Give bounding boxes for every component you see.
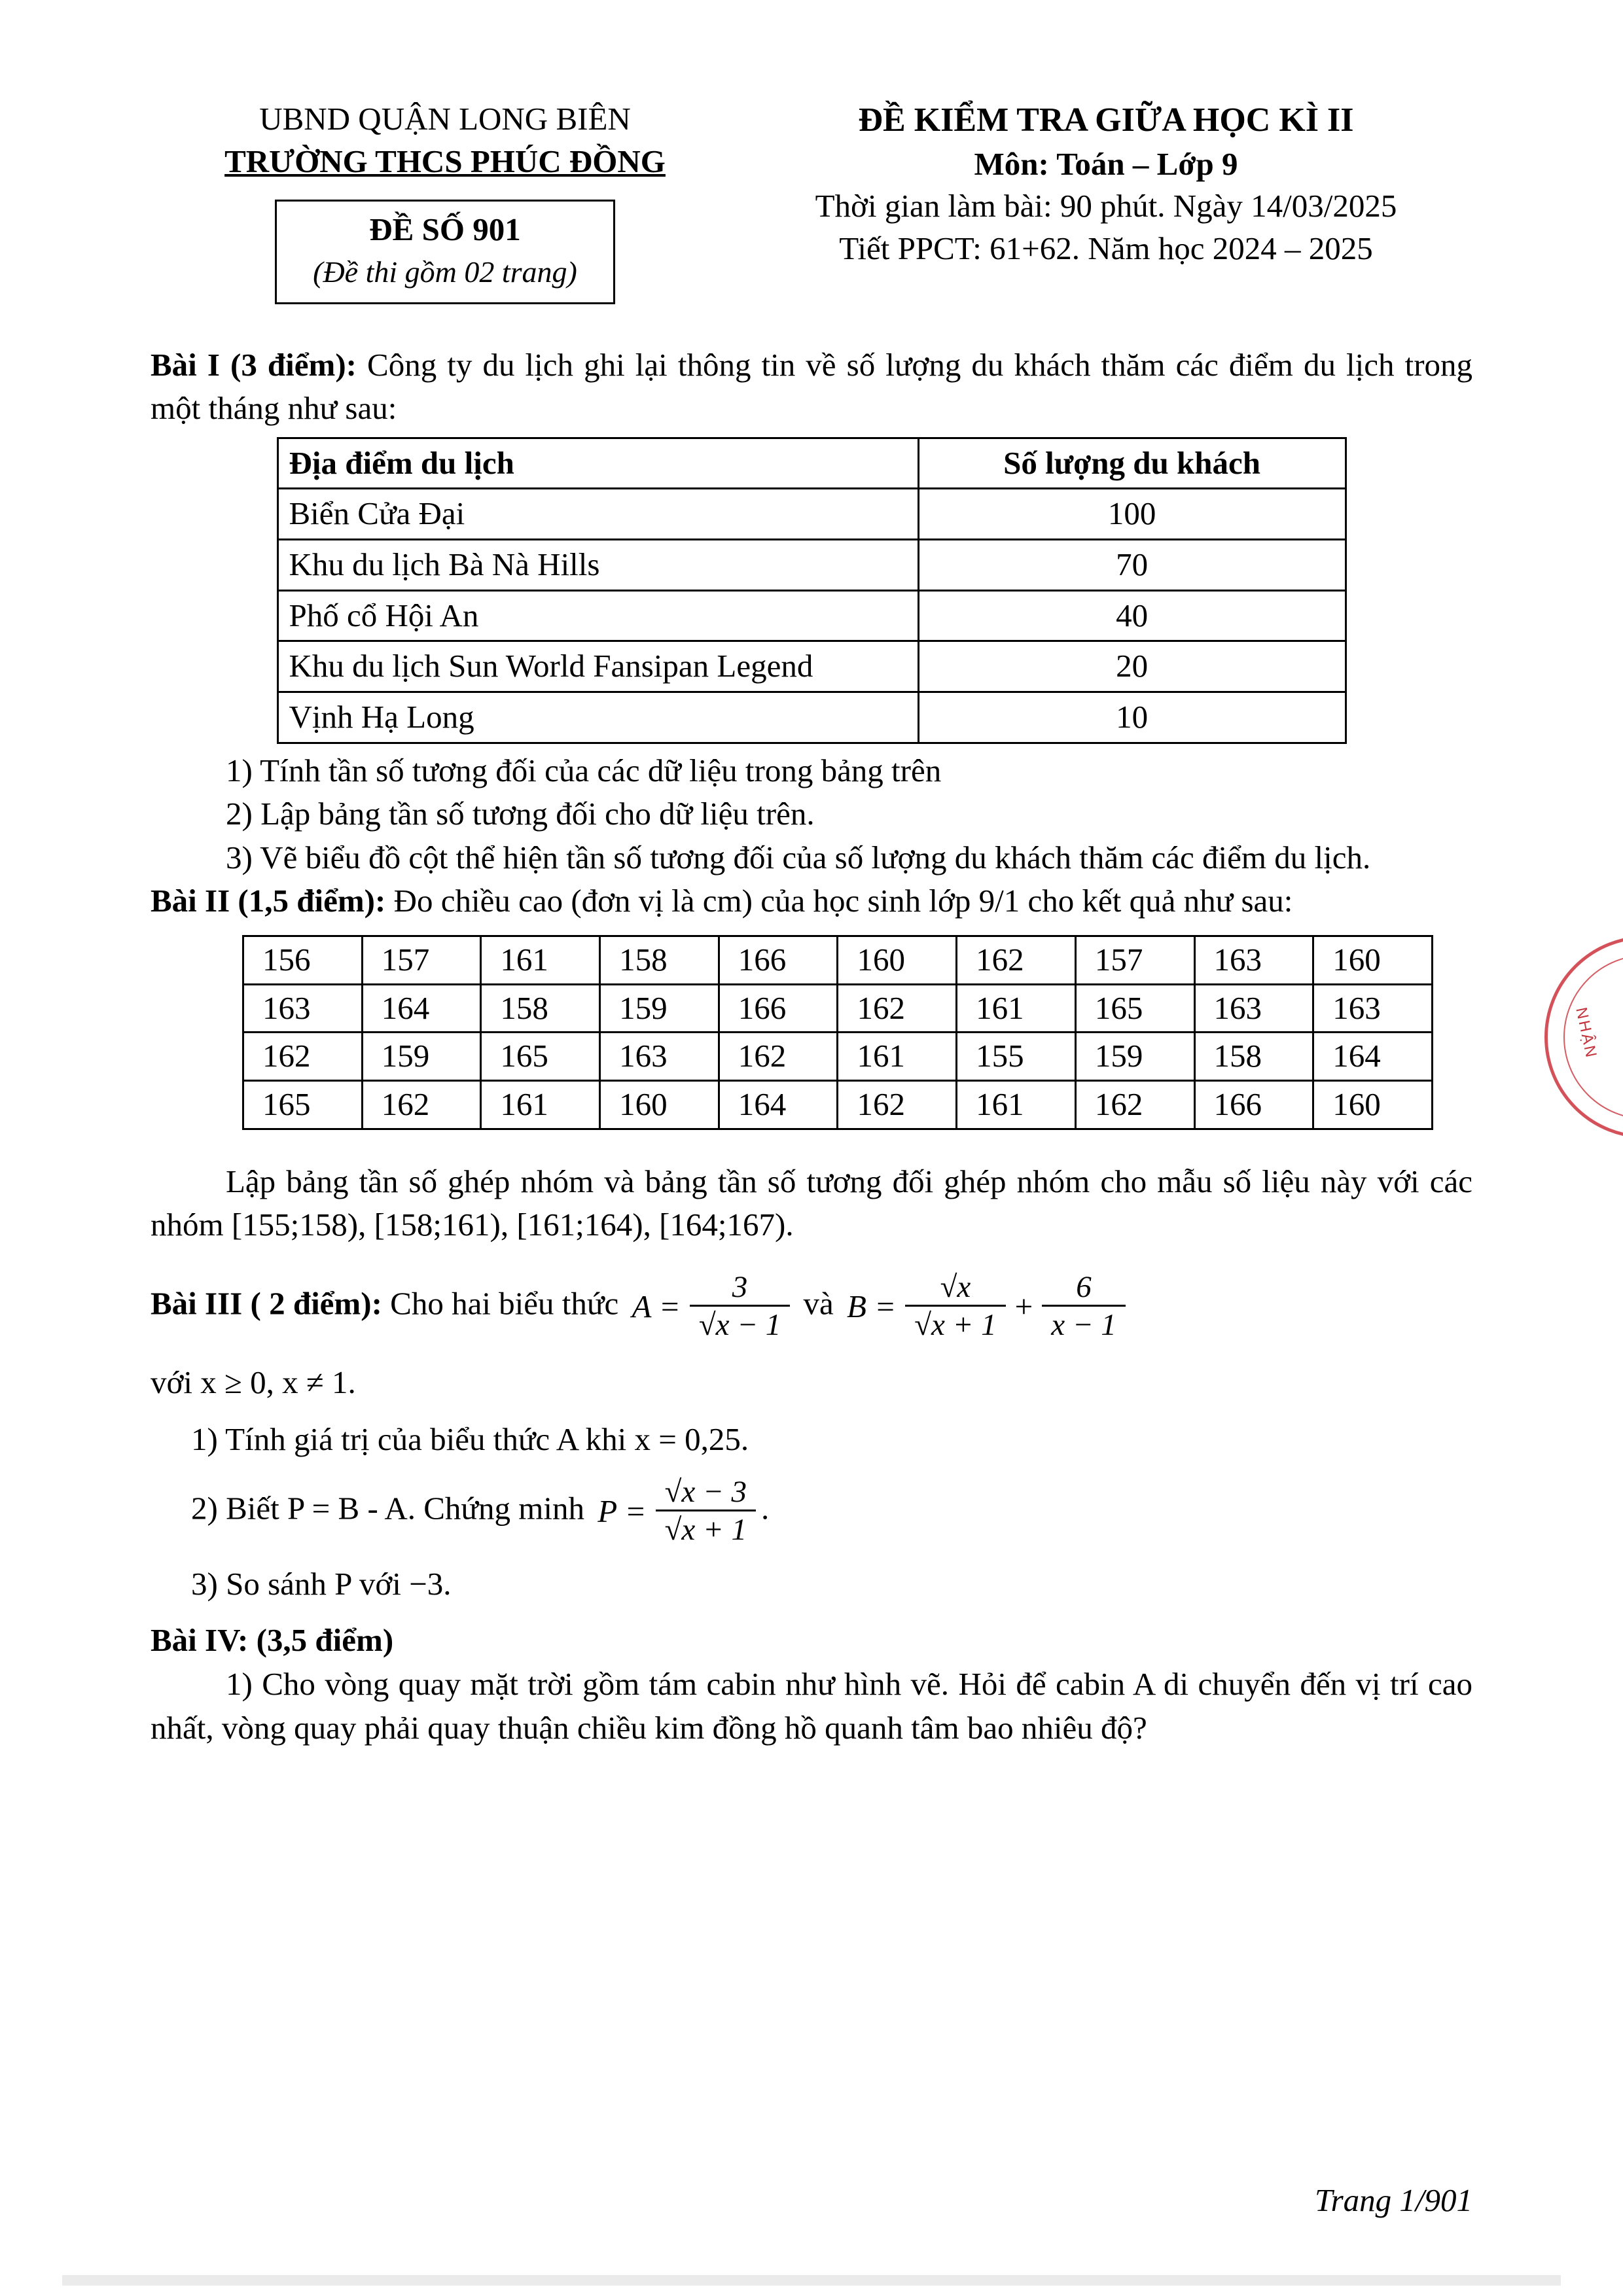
fraction-denominator: √x + 1 <box>905 1305 1005 1344</box>
table-row <box>277 489 1346 540</box>
school-name: TRƯỜNG THCS PHÚC ĐỒNG <box>224 143 666 179</box>
table-cell: Vịnh Hạ Long <box>277 692 918 743</box>
table-cell: 159 <box>1075 1033 1194 1081</box>
bai1-item-3: 3) Vẽ biểu đồ cột thể hiện tần số tương đối của số lượng du khách thăm các điểm du lịch. <box>226 839 1371 875</box>
col-header-location: Địa điểm du lịch <box>277 438 918 489</box>
page-number: Trang 1/901 <box>1315 2182 1472 2219</box>
table-cell: 161 <box>838 1033 957 1081</box>
table-row <box>243 936 1433 985</box>
header <box>151 98 1472 304</box>
bai1-intro-text: Công ty du lịch ghi lại thông tin về số lượng du khách thăm các điểm du lịch trong một tháng như sau: <box>151 346 1473 427</box>
table-cell: 166 <box>1194 1080 1313 1129</box>
table-cell: 165 <box>243 1080 363 1129</box>
bai2-label: Bài II (1,5 điểm): <box>151 883 386 919</box>
table-cell: 161 <box>481 1080 600 1129</box>
table-cell: 163 <box>1313 984 1433 1033</box>
fraction-denominator: √x − 1 <box>690 1305 790 1344</box>
table-cell: 20 <box>918 641 1346 692</box>
formula-P-lhs: P = <box>597 1493 647 1530</box>
and-text: và <box>803 1285 834 1322</box>
table-row <box>243 1080 1433 1129</box>
plus-sign: + <box>1014 1288 1033 1324</box>
table-cell: 160 <box>838 936 957 985</box>
sentence-period: . <box>760 1490 770 1527</box>
table-cell: 100 <box>918 489 1346 540</box>
bai4-heading <box>151 1619 1472 1663</box>
table-cell: 162 <box>838 1080 957 1129</box>
exam-subject: Môn: Toán – Lớp 9 <box>974 145 1238 182</box>
bai3-intro-text: Cho hai biểu thức <box>390 1285 619 1322</box>
table-cell: 10 <box>918 692 1346 743</box>
bai1-table-body <box>277 489 1346 743</box>
table-cell: 158 <box>481 984 600 1033</box>
table-cell: 159 <box>600 984 719 1033</box>
table-cell: 164 <box>719 1080 838 1129</box>
bai3-item-2-text: 2) Biết P = B - A. Chứng minh <box>191 1490 584 1527</box>
table-cell: 163 <box>600 1033 719 1081</box>
table-cell: Khu du lịch Bà Nà Hills <box>277 540 918 591</box>
table-row <box>243 1033 1433 1081</box>
bai2-intro-text: Đo chiều cao (đơn vị là cm) của học sinh lớp 9/1 cho kết quả như sau: <box>393 883 1293 919</box>
formula-B-lhs: B = <box>846 1288 897 1324</box>
org-name: UBND QUẬN LONG BIÊN <box>259 101 631 137</box>
bai1-intro <box>151 344 1472 431</box>
table-cell: Khu du lịch Sun World Fansipan Legend <box>277 641 918 692</box>
exam-duration: Thời gian làm bài: 90 phút. Ngày 14/03/2025 <box>815 188 1397 224</box>
table-cell: 160 <box>600 1080 719 1129</box>
fraction <box>690 1269 790 1344</box>
table-cell: 164 <box>1313 1033 1433 1081</box>
table-cell: 161 <box>481 936 600 985</box>
table-row <box>277 692 1346 743</box>
table-cell: 162 <box>362 1080 481 1129</box>
table-cell: 156 <box>243 936 363 985</box>
table-cell: 40 <box>918 590 1346 641</box>
table-cell: 157 <box>1075 936 1194 985</box>
table-cell: 162 <box>838 984 957 1033</box>
bai2-table <box>242 935 1433 1130</box>
bai4-label: Bài IV: (3,5 điểm) <box>151 1622 394 1659</box>
exam-number: ĐỀ SỐ 901 <box>369 211 521 248</box>
table-row <box>243 984 1433 1033</box>
bai2-task: Lập bảng tần số ghép nhóm và bảng tần số tương đối ghép nhóm cho mẫu số liệu này với các nhóm [155;158), [158;161), [161;164), [164;167). <box>151 1163 1472 1243</box>
bai1-label: Bài I (3 điểm): <box>151 346 357 383</box>
fraction-numerator: √x <box>940 1269 971 1304</box>
table-row <box>277 540 1346 591</box>
table-cell: 162 <box>1075 1080 1194 1129</box>
formula-P <box>597 1474 756 1549</box>
table-cell: 163 <box>1194 984 1313 1033</box>
table-cell: 165 <box>1075 984 1194 1033</box>
header-right <box>740 98 1472 304</box>
table-header-row <box>277 438 1346 489</box>
fraction-denominator: √x + 1 <box>656 1510 756 1549</box>
bai3-intro <box>151 1269 1472 1344</box>
table-cell: 163 <box>243 984 363 1033</box>
table-cell: 161 <box>957 984 1076 1033</box>
fraction-numerator: √x − 3 <box>664 1475 747 1510</box>
table-cell: 164 <box>362 984 481 1033</box>
formula-A-lhs: A = <box>632 1288 681 1324</box>
table-cell: 158 <box>600 936 719 985</box>
table-cell: 70 <box>918 540 1346 591</box>
stamp-text: NHẬN <box>1572 1006 1601 1061</box>
scan-artifact <box>62 2275 1561 2286</box>
bai3-item-3: 3) So sánh P với −3. <box>191 1565 452 1602</box>
header-left <box>151 98 740 304</box>
bai2-table-body <box>243 936 1433 1129</box>
exam-period: Tiết PPCT: 61+62. Năm học 2024 – 2025 <box>839 230 1373 266</box>
table-cell: 166 <box>719 936 838 985</box>
table-cell: 162 <box>719 1033 838 1081</box>
table-cell: Biển Cửa Đại <box>277 489 918 540</box>
fraction <box>1042 1269 1126 1344</box>
table-cell: 158 <box>1194 1033 1313 1081</box>
fraction-denominator: x − 1 <box>1042 1305 1126 1344</box>
table-cell: 162 <box>957 936 1076 985</box>
fraction <box>656 1474 756 1549</box>
fraction-numerator: 3 <box>732 1269 748 1304</box>
table-cell: 166 <box>719 984 838 1033</box>
table-cell: 163 <box>1194 936 1313 985</box>
bai4-item-1: 1) Cho vòng quay mặt trời gồm tám cabin như hình vẽ. Hỏi để cabin A di chuyển đến vị trí cao nhất, vòng quay phải quay thuận chiều kim đồng hồ quanh tâm bao nhiêu độ? <box>151 1666 1472 1746</box>
bai1-item-1: 1) Tính tần số tương đối của các dữ liệu trong bảng trên <box>226 752 942 788</box>
bai1-item-2: 2) Lập bảng tần số tương đối cho dữ liệu trên. <box>226 796 815 832</box>
bai2-intro <box>151 879 1472 923</box>
table-cell: 165 <box>481 1033 600 1081</box>
table-cell: 159 <box>362 1033 481 1081</box>
formula-B <box>847 1269 1126 1344</box>
table-cell: 160 <box>1313 1080 1433 1129</box>
table-row <box>277 641 1346 692</box>
table-cell: 162 <box>243 1033 363 1081</box>
exam-number-box <box>275 200 615 304</box>
fraction-numerator: 6 <box>1076 1269 1092 1304</box>
fraction <box>905 1269 1005 1344</box>
table-cell: 157 <box>362 936 481 985</box>
table-cell: 155 <box>957 1033 1076 1081</box>
bai3-label: Bài III ( 2 điểm): <box>151 1285 382 1322</box>
bai1-table <box>277 437 1347 744</box>
table-cell: 160 <box>1313 936 1433 985</box>
bai3-item-2 <box>151 1474 1472 1549</box>
bai3-item-1: 1) Tính giá trị của biểu thức A khi x = 0,25. <box>191 1421 749 1457</box>
bai1-table-head <box>277 438 1346 489</box>
table-cell: Phố cổ Hội An <box>277 590 918 641</box>
formula-A <box>632 1269 790 1344</box>
exam-title: ĐỀ KIỂM TRA GIỮA HỌC KÌ II <box>858 101 1354 139</box>
bai3-condition: với x ≥ 0, x ≠ 1. <box>151 1364 356 1401</box>
table-row <box>277 590 1346 641</box>
col-header-count: Số lượng du khách <box>918 438 1346 489</box>
exam-pages-note: (Đề thi gồm 02 trang) <box>313 255 577 289</box>
table-cell: 161 <box>957 1080 1076 1129</box>
